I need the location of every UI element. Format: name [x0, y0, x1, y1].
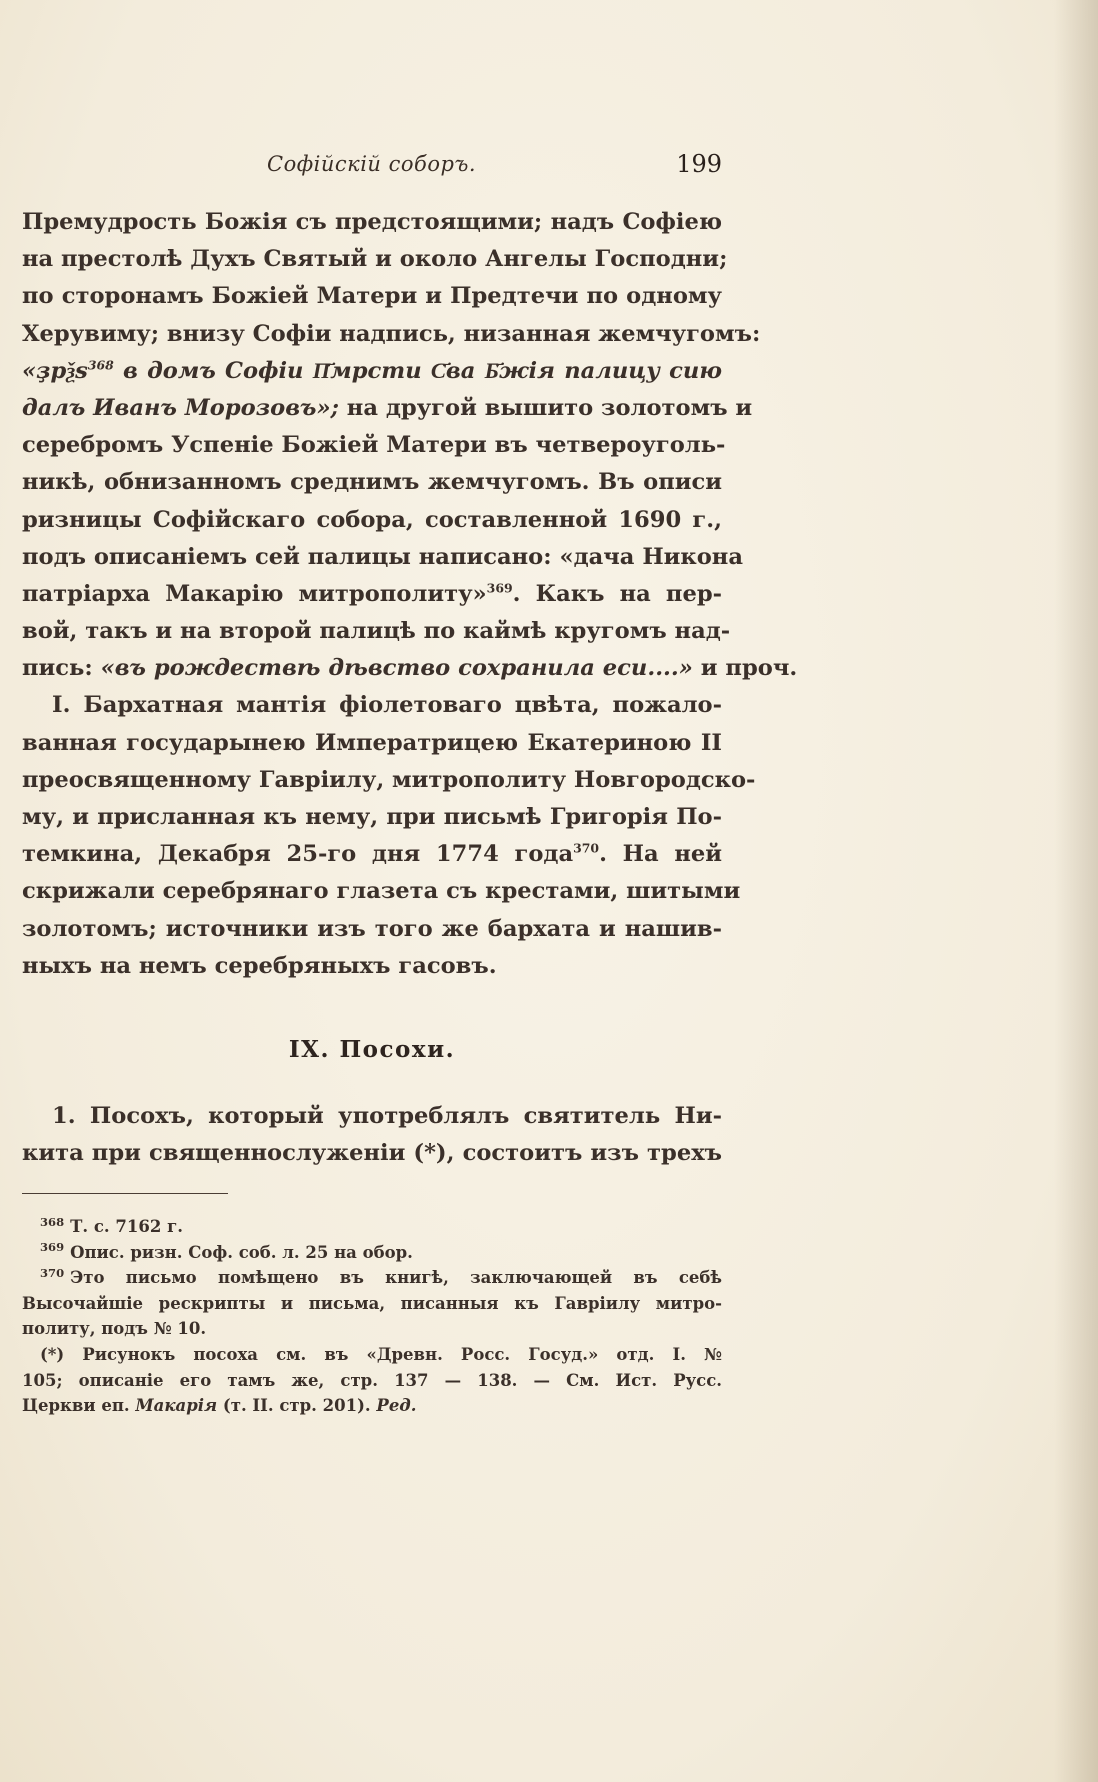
text-line [22, 650, 798, 687]
footnote-number: 370 [40, 1265, 65, 1280]
footnote-text: политу, подъ № 10. [22, 1319, 207, 1339]
text-line: серебромъ Успеніе Божіей Матери въ четвероуголь- [22, 432, 726, 459]
page-header [22, 150, 722, 186]
footnote-ref-370: 370 [573, 840, 600, 856]
text-line [22, 576, 722, 613]
text-run: (т. II. стр. 201). [217, 1396, 371, 1416]
text-run: пись: [22, 655, 101, 682]
footnote-369 [22, 1240, 722, 1266]
quoted-inscription: «въ рождествѣ дѣвство сохранила еси....» [100, 655, 693, 682]
footnotes [22, 1214, 722, 1419]
editor-mark: Ред. [376, 1396, 417, 1416]
text-line: ванная государынею Императрицею Екатериною II [22, 729, 722, 756]
text-run: темкина, Декабря 25-го дня 1774 года [22, 841, 574, 868]
footnote-text: Это письмо помѣщено въ книгѣ, заключающей въ себѣ [70, 1268, 722, 1288]
text-line: золотомъ; источники изъ того же бархата и нашив- [22, 915, 722, 942]
text-line: 1. Посохъ, который употреблялъ святитель Ни- [52, 1103, 722, 1129]
text-line: ныхъ на немъ серебряныхъ гасовъ. [22, 952, 497, 979]
text-run: Церкви еп. [22, 1396, 136, 1416]
text-line: I. Бархатная мантія фіолетоваго цвѣта, пожало- [52, 692, 722, 719]
inscription-start: «ҙрѯѕ [22, 357, 88, 384]
section-text [22, 1098, 722, 1172]
main-text [22, 204, 798, 985]
inscription-end: далъ Иванъ Морозовъ»; [22, 394, 339, 421]
text-line: никѣ, обнизанномъ среднимъ жемчугомъ. Въ описи [22, 469, 722, 496]
text-line: по сторонамъ Божіей Матери и Предтечи по одному [22, 283, 722, 310]
footnote-ref-369: 369 [486, 580, 513, 596]
text-line: преосвященному Гавріилу, митрополиту Новгородско- [22, 766, 756, 793]
text-line [22, 390, 753, 427]
inscription-text: в домъ Софіи П҃мрсти С҃ва Б҃жія палицу сию [113, 357, 722, 384]
text-line [22, 836, 722, 873]
footnote-number: 369 [40, 1240, 65, 1255]
text-run: патріарха Макарію митрополиту» [22, 580, 487, 607]
footnote-368 [22, 1214, 722, 1240]
text-line: на престолѣ Духъ Святый и около Ангелы Господни; [22, 246, 728, 273]
text-line [22, 353, 722, 390]
section-heading: IX. Посохи. [288, 1036, 456, 1063]
text-line: подъ описаніемъ сей палицы написано: «дача Никона [22, 543, 743, 570]
text-run: на другой вышито золотомъ и [338, 394, 753, 421]
text-line: Премудрость Божія съ предстоящими; надъ Софіею [22, 209, 722, 235]
text-line: ризницы Софійскаго собора, составленной 1690 г., [22, 506, 722, 533]
footnote-370 [22, 1265, 722, 1291]
text-line: скрижали серебрянаго глазета съ крестами, шитыми [22, 878, 741, 905]
footnote-star: (*) Рисунокъ посоха см. въ «Древн. Росс. Госуд.» отд. I. № [40, 1344, 722, 1364]
footnote-number: 368 [40, 1214, 65, 1229]
text-line: вой, такъ и на второй палицѣ по каймѣ кругомъ над- [22, 618, 731, 645]
footnote-text [22, 1393, 722, 1419]
text-line: му, и присланная къ нему, при письмѣ Григорія По- [22, 804, 722, 830]
text-run: . На ней [599, 841, 722, 868]
footnote-text: Т. с. 7162 г. [70, 1217, 183, 1236]
text-run: . Какъ на пер- [512, 580, 722, 607]
footnote-text: Опис. ризн. Соф. соб. л. 25 на обор. [70, 1242, 413, 1262]
footnote-divider [22, 1193, 228, 1194]
page-number: 199 [676, 150, 722, 178]
text-run: и проч. [692, 655, 798, 682]
footnote-ref-368: 368 [87, 357, 114, 373]
author-name: Макарія [135, 1396, 218, 1416]
text-line: Херувиму; внизу Софіи надпись, низанная жемчугомъ: [22, 320, 761, 347]
footnote-text: Высочайшіе рескрипты и письма, писанныя къ Гавріилу митро- [22, 1293, 722, 1313]
footnote-text: 105; описаніе его тамъ же, стр. 137 — 138. — См. Ист. Русс. [22, 1370, 722, 1390]
running-title: Софійскій соборъ. [267, 152, 477, 176]
text-line: кита при священнослуженіи (*), состоитъ изъ трехъ [22, 1140, 722, 1167]
